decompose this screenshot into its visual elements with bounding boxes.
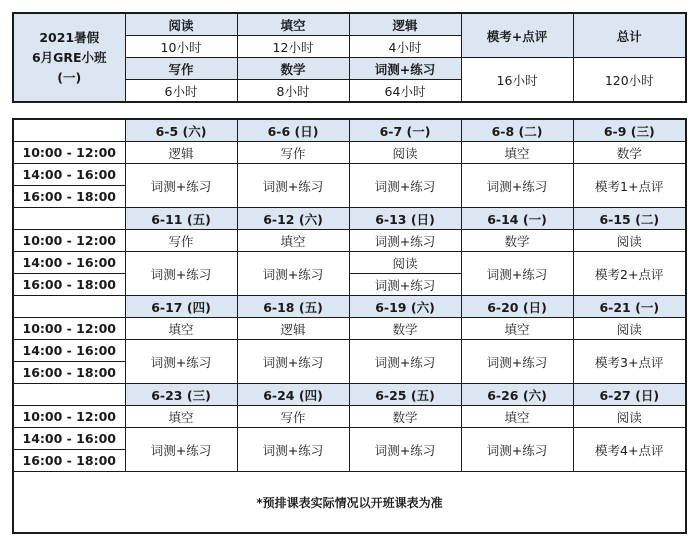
session-cell: 词测+练习	[125, 340, 237, 384]
session-cell: 阅读	[349, 252, 461, 274]
time-slot: 10:00 - 12:00	[13, 142, 125, 164]
schedule-table	[12, 118, 687, 534]
date-header: 6-25 (五)	[349, 384, 461, 406]
session-cell: 写作	[237, 406, 349, 428]
subject-label: 逻辑	[349, 13, 461, 36]
subject-label: 阅读	[125, 13, 237, 36]
course-title-line: 2021暑假	[39, 29, 100, 45]
session-cell: 模考3+点评	[573, 340, 686, 384]
session-cell: 词测+练习	[349, 164, 461, 208]
subject-label: 词测+练习	[349, 58, 461, 80]
session-cell: 填空	[237, 230, 349, 252]
session-cell: 词测+练习	[461, 252, 573, 296]
session-cell: 词测+练习	[125, 164, 237, 208]
date-header: 6-12 (六)	[237, 208, 349, 230]
session-cell: 阅读	[573, 230, 686, 252]
time-slot: 14:00 - 16:00	[13, 252, 125, 274]
date-header: 6-15 (二)	[573, 208, 686, 230]
time-slot: 16:00 - 18:00	[13, 362, 125, 384]
time-slot: 10:00 - 12:00	[13, 406, 125, 428]
course-title-line: 6月GRE小班	[31, 49, 107, 65]
subject-label: 数学	[237, 58, 349, 80]
total-label: 总计	[573, 13, 686, 58]
date-header: 6-21 (一)	[573, 296, 686, 318]
course-title-line: (一)	[57, 69, 82, 85]
time-slot: 14:00 - 16:00	[13, 340, 125, 362]
blank-header-cell	[13, 296, 125, 318]
session-cell: 模考1+点评	[573, 164, 686, 208]
date-header: 6-19 (六)	[349, 296, 461, 318]
date-header: 6-17 (四)	[125, 296, 237, 318]
session-cell: 数学	[349, 406, 461, 428]
subject-label: 写作	[125, 58, 237, 80]
subject-label: 填空	[237, 13, 349, 36]
session-cell: 词测+练习	[461, 164, 573, 208]
session-cell: 逻辑	[125, 142, 237, 164]
date-header: 6-6 (日)	[237, 119, 349, 142]
date-header: 6-7 (一)	[349, 119, 461, 142]
session-cell: 词测+练习	[125, 252, 237, 296]
session-cell: 词测+练习	[237, 252, 349, 296]
session-cell: 词测+练习	[237, 428, 349, 472]
session-cell: 词测+练习	[237, 164, 349, 208]
session-cell: 写作	[237, 142, 349, 164]
blank-header-cell	[13, 384, 125, 406]
date-header: 6-9 (三)	[573, 119, 686, 142]
subject-hours: 6小时	[125, 80, 237, 103]
time-slot: 10:00 - 12:00	[13, 318, 125, 340]
session-cell: 词测+练习	[349, 340, 461, 384]
date-header: 6-8 (二)	[461, 119, 573, 142]
date-header: 6-18 (五)	[237, 296, 349, 318]
date-header: 6-26 (六)	[461, 384, 573, 406]
session-cell: 逻辑	[237, 318, 349, 340]
session-cell: 数学	[573, 142, 686, 164]
session-cell: 词测+练习	[349, 230, 461, 252]
session-cell: 词测+练习	[349, 274, 461, 296]
total-hours: 120小时	[573, 58, 686, 103]
session-cell: 阅读	[573, 318, 686, 340]
session-cell: 填空	[461, 406, 573, 428]
session-cell: 写作	[125, 230, 237, 252]
blank-header-cell	[13, 119, 125, 142]
time-slot: 10:00 - 12:00	[13, 230, 125, 252]
session-cell: 词测+练习	[237, 340, 349, 384]
date-header: 6-11 (五)	[125, 208, 237, 230]
mock-exam-hours: 16小时	[461, 58, 573, 103]
session-cell: 填空	[461, 142, 573, 164]
session-cell: 填空	[125, 318, 237, 340]
session-cell: 数学	[461, 230, 573, 252]
date-header: 6-24 (四)	[237, 384, 349, 406]
session-cell: 模考4+点评	[573, 428, 686, 472]
time-slot: 16:00 - 18:00	[13, 450, 125, 472]
session-cell: 词测+练习	[461, 428, 573, 472]
session-cell: 数学	[349, 318, 461, 340]
session-cell: 阅读	[573, 406, 686, 428]
schedule-note: *预排课表实际情况以开班课表为准	[13, 472, 686, 534]
subject-hours: 4小时	[349, 36, 461, 58]
date-header: 6-23 (三)	[125, 384, 237, 406]
date-header: 6-14 (一)	[461, 208, 573, 230]
course-summary-table	[12, 12, 687, 103]
date-header: 6-5 (六)	[125, 119, 237, 142]
subject-hours: 8小时	[237, 80, 349, 103]
subject-hours: 12小时	[237, 36, 349, 58]
time-slot: 14:00 - 16:00	[13, 164, 125, 186]
date-header: 6-13 (日)	[349, 208, 461, 230]
blank-header-cell	[13, 208, 125, 230]
session-cell: 模考2+点评	[573, 252, 686, 296]
session-cell: 填空	[461, 318, 573, 340]
mock-exam-label: 模考+点评	[461, 13, 573, 58]
time-slot: 14:00 - 16:00	[13, 428, 125, 450]
session-cell: 词测+练习	[461, 340, 573, 384]
subject-hours: 10小时	[125, 36, 237, 58]
session-cell: 填空	[125, 406, 237, 428]
date-header: 6-27 (日)	[573, 384, 686, 406]
session-cell: 词测+练习	[349, 428, 461, 472]
date-header: 6-20 (日)	[461, 296, 573, 318]
session-cell: 阅读	[349, 142, 461, 164]
subject-hours: 64小时	[349, 80, 461, 103]
time-slot: 16:00 - 18:00	[13, 274, 125, 296]
time-slot: 16:00 - 18:00	[13, 186, 125, 208]
session-cell: 词测+练习	[125, 428, 237, 472]
course-title	[13, 13, 125, 102]
